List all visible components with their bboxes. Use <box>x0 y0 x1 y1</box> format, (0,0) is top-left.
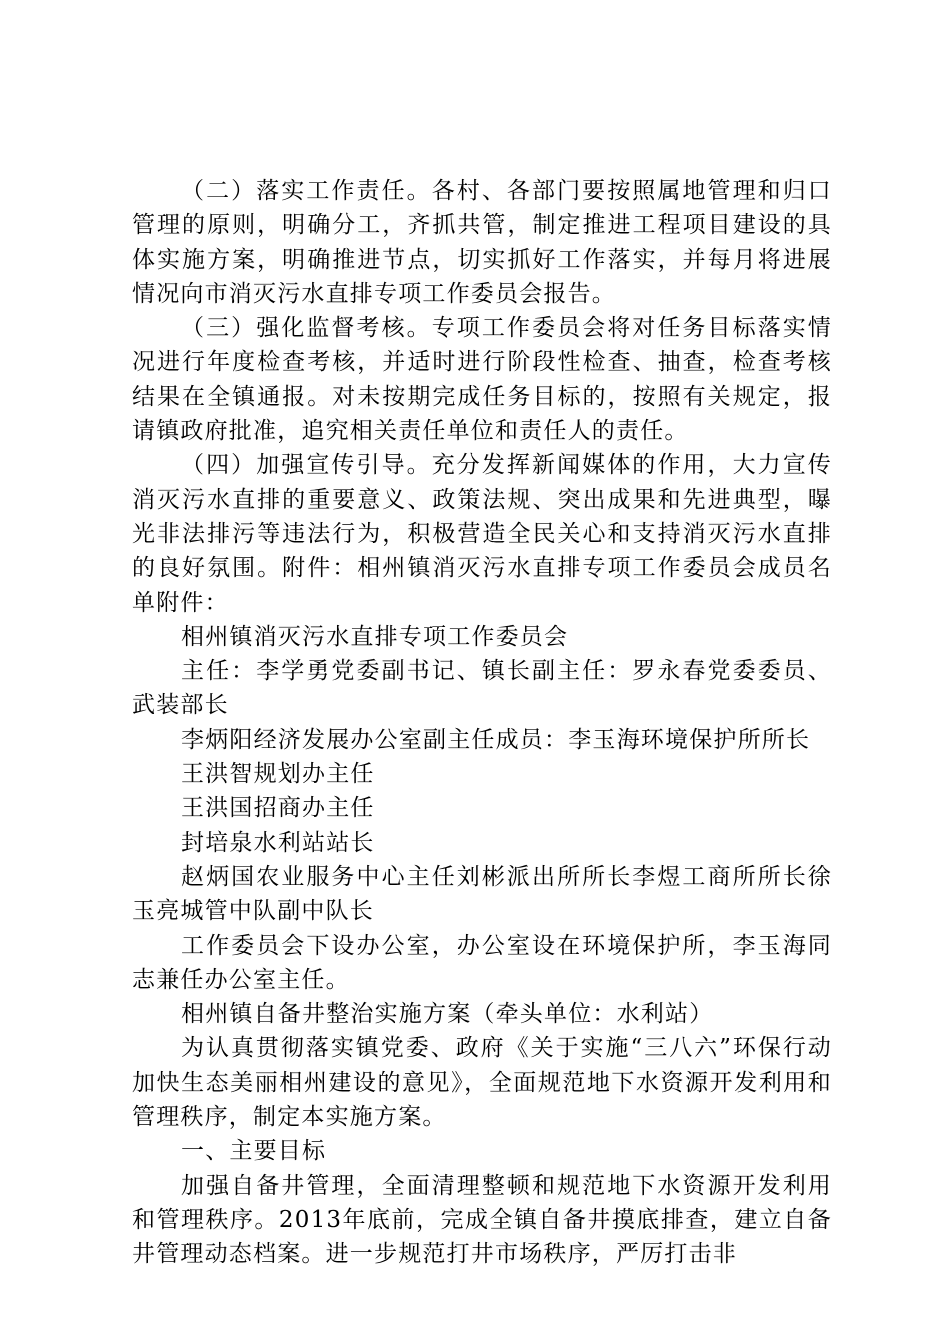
committee-member-line: 封培泉水利站站长 <box>181 829 375 856</box>
committee-member-line: 王洪智规划办主任 <box>181 761 375 788</box>
section-heading-goals: 一、主要目标 <box>181 1138 327 1165</box>
document-body <box>132 174 832 1272</box>
paragraph-intro: 为认真贯彻落实镇党委、政府《关于实施“三八六”环保行动加快生态美丽相州建设的意见》，全面规范地下水资源开发利用和管理秩序，制定本实施方案。 <box>132 1035 832 1131</box>
paragraph-publicity: （四）加强宣传引导。充分发挥新闻媒体的作用，大力宣传消灭污水直排的重要意义、政策法规、突出成果和先进典型，曝光非法排污等违法行为，积极营造全民关心和支持消灭污水直排的良好氛围。附件：相州镇消灭污水直排专项工作委员会成员名单附件： <box>132 452 832 616</box>
paragraph-supervision: （三）强化监督考核。专项工作委员会将对任务目标落实情况进行年度检查考核，并适时进行阶段性检查、抽查，检查考核结果在全镇通报。对未按期完成任务目标的，按照有关规定，报请镇政府批准，追究相关责任单位和责任人的责任。 <box>132 315 832 445</box>
committee-director-line: 主任：李学勇党委副书记、镇长副主任：罗永春党委委员、武装部长 <box>132 658 832 719</box>
paragraph-office: 工作委员会下设办公室，办公室设在环境保护所，李玉海同志兼任办公室主任。 <box>132 932 832 993</box>
paragraph-goals: 加强自备井管理，全面清理整顿和规范地下水资源开发利用和管理秩序。2013年底前，完成全镇自备井摸底排查，建立自备井管理动态档案。进一步规范打井市场秩序，严厉打击非 <box>132 1172 832 1268</box>
committee-member-line: 王洪国招商办主任 <box>181 795 375 822</box>
section-title-well-plan: 相州镇自备井整治实施方案（牵头单位：水利站） <box>181 1001 714 1028</box>
paragraph-responsibility: （二）落实工作责任。各村、各部门要按照属地管理和归口管理的原则，明确分工，齐抓共管，制定推进工程项目建设的具体实施方案，明确推进节点，切实抓好工作落实，并每月将进展情况向市消灭污水直排专项工作委员会报告。 <box>132 178 832 307</box>
committee-member-line: 李炳阳经济发展办公室副主任成员：李玉海环境保护所所长 <box>181 726 811 753</box>
committee-title: 相州镇消灭污水直排专项工作委员会 <box>181 623 569 650</box>
committee-member-line: 赵炳国农业服务中心主任刘彬派出所所长李煜工商所所长徐玉亮城管中队副中队长 <box>132 863 832 925</box>
